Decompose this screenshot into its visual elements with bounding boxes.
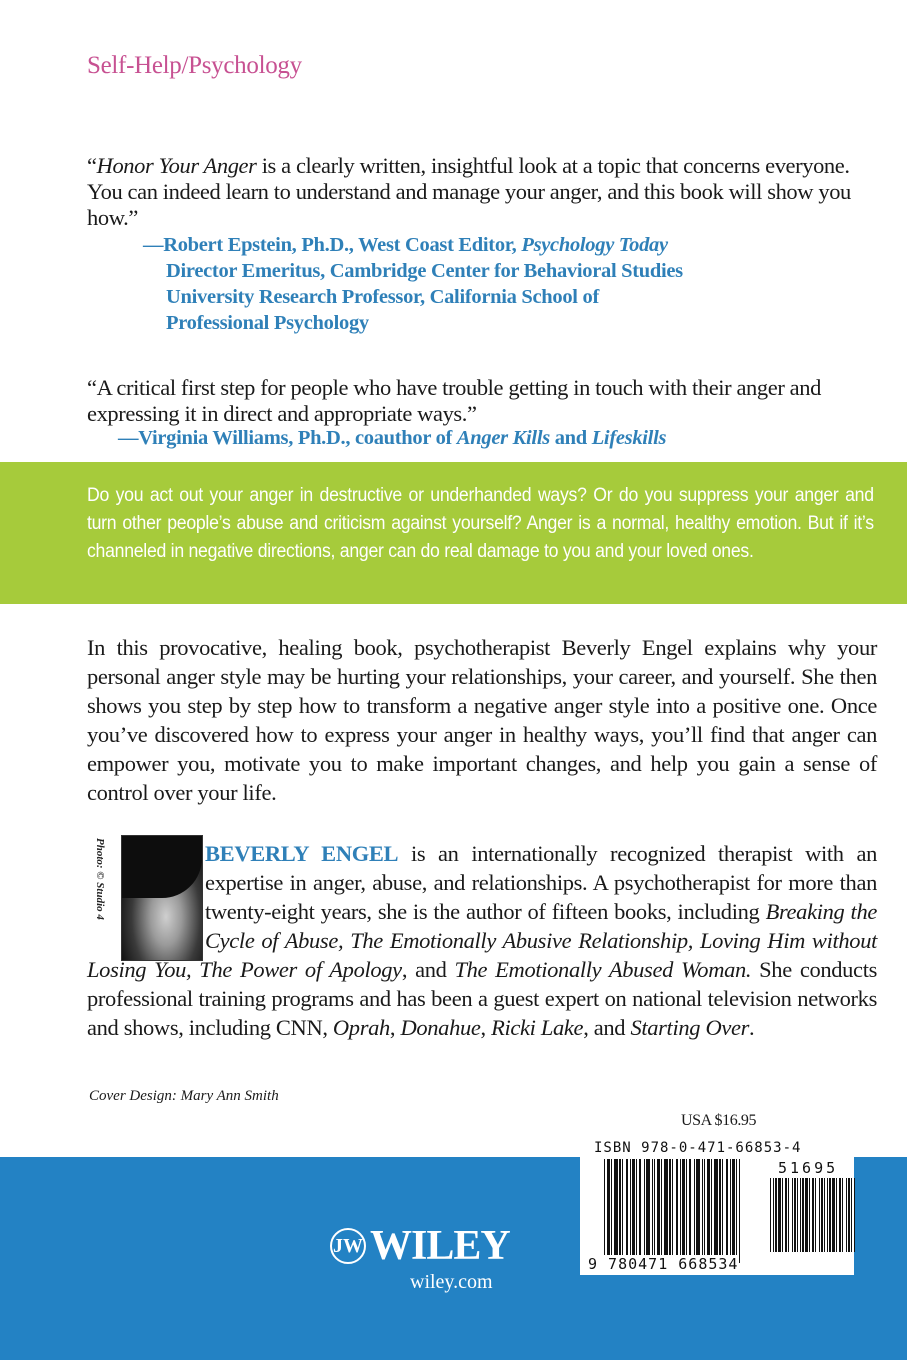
barcode-bar xyxy=(839,1178,841,1252)
barcode-bar xyxy=(604,1159,605,1263)
photo-credit: Photo: © Studio 4 xyxy=(94,838,106,920)
endorsement-attribution-2 xyxy=(118,425,878,451)
show-title: Oprah xyxy=(332,1015,390,1040)
barcode-bar xyxy=(636,1159,637,1263)
attribution-line-3: University Research Professor, California School of xyxy=(166,286,599,308)
barcode-bar xyxy=(630,1159,631,1263)
barcode-bar xyxy=(654,1159,655,1263)
price-code: 51695 xyxy=(778,1159,839,1177)
barcode-bar xyxy=(657,1159,660,1263)
barcode-bar xyxy=(661,1159,662,1263)
barcode-bar xyxy=(680,1159,681,1263)
barcode-bar xyxy=(829,1178,831,1252)
barcode-bar xyxy=(711,1159,712,1263)
endorsement-quote-1 xyxy=(87,153,877,231)
attribution-name: —Virginia Williams, Ph.D., coauthor of xyxy=(118,427,457,449)
attribution-line-4: Professional Psychology xyxy=(166,312,369,334)
period: . xyxy=(749,1015,755,1040)
barcode-bar xyxy=(644,1159,645,1263)
quote-text: is a clearly written, insightful look at a topic that concerns everyone. You can indeed learn to understand and manage your anger, and this book will show you how. xyxy=(87,153,851,230)
barcode-bar xyxy=(722,1159,723,1263)
barcode-bar xyxy=(802,1178,804,1252)
barcode-bar xyxy=(848,1178,850,1252)
barcode-bar xyxy=(812,1178,814,1252)
show-title: Starting Over xyxy=(630,1015,750,1040)
book-title: Honor Your Anger xyxy=(96,153,257,178)
barcode-bar xyxy=(726,1159,728,1263)
wiley-logo xyxy=(330,1223,510,1269)
barcode-bar xyxy=(686,1159,687,1263)
barcode-bar xyxy=(824,1178,825,1252)
photo-spacer xyxy=(87,839,205,955)
barcode-bar xyxy=(788,1178,789,1252)
barcode-bar xyxy=(739,1159,740,1263)
barcode-bar xyxy=(809,1178,810,1252)
barcode-bar xyxy=(770,1178,771,1252)
barcode-bar xyxy=(704,1159,705,1263)
barcode-bar xyxy=(854,1178,855,1252)
barcode-bar xyxy=(778,1178,781,1252)
book-title: The Emotionally Abused Woman. xyxy=(454,957,752,982)
barcode-bar xyxy=(819,1178,820,1252)
barcode-bar xyxy=(792,1178,793,1252)
barcode-bar xyxy=(614,1159,618,1263)
barcode-bar xyxy=(842,1178,843,1252)
price-label: USA $16.95 xyxy=(681,1112,757,1129)
barcode-bar xyxy=(714,1159,718,1263)
book-titles: Breaking the Cycle of Abuse, The Emotionally Abusive Relationship, Loving Him without Losing You, The Power of Apology xyxy=(87,899,877,982)
barcode-bar xyxy=(775,1178,777,1252)
endorsement-quote-2: “A critical first step for people who have trouble getting in touch with their anger and expressing it in direct and appropriate ways.” xyxy=(87,375,821,426)
author-name: BEVERLY ENGEL xyxy=(205,841,399,866)
barcode-bar xyxy=(672,1159,673,1263)
ean-barcode xyxy=(604,1159,740,1263)
price-barcode xyxy=(770,1178,856,1252)
endorsement-attribution-1 xyxy=(143,232,863,336)
isbn-text: ISBN 978-0-471-66853-4 xyxy=(594,1140,802,1156)
highlight-text: Do you act out your anger in destructive or underhanded ways? Or do you suppress your anger and turn other people’s abuse and criticism against yourself? Anger is a normal, healthy emotion. But if it’s channeled in negative directions, anger can do real damage to you and your loved ones. xyxy=(87,485,874,562)
attribution-name: —Robert Epstein, Ph.D., West Coast Editor, xyxy=(143,234,522,256)
barcode-bar xyxy=(676,1159,678,1263)
barcode-bar xyxy=(815,1178,816,1252)
barcode-bar xyxy=(730,1159,731,1263)
barcode-bar xyxy=(782,1178,783,1252)
publisher-url: wiley.com xyxy=(410,1271,493,1293)
bio-text: , and xyxy=(401,957,455,982)
barcode-bar xyxy=(851,1178,852,1252)
category-label: Self-Help/Psychology xyxy=(87,52,302,79)
barcode-bar xyxy=(719,1159,721,1263)
barcode-bar xyxy=(821,1178,823,1252)
barcode-bar xyxy=(622,1159,623,1263)
barcode-bar xyxy=(832,1178,835,1252)
barcode-bar xyxy=(632,1159,635,1263)
barcode-bar xyxy=(611,1159,612,1263)
barcode-bar xyxy=(836,1178,837,1252)
barcode-bar xyxy=(702,1159,703,1263)
barcode-bar xyxy=(696,1159,700,1263)
barcode-bar xyxy=(669,1159,671,1263)
barcode-bar xyxy=(646,1159,650,1263)
separator: , xyxy=(480,1015,492,1040)
show-title: Ricki Lake xyxy=(491,1015,584,1040)
attribution-line-2: Director Emeritus, Cambridge Center for Behavioral Studies xyxy=(166,260,683,282)
barcode-bar xyxy=(626,1159,628,1263)
barcode-bar xyxy=(732,1159,735,1263)
barcode-bar xyxy=(797,1178,798,1252)
bio-text: is an internationally recognized therapist with an expertise in anger, abuse, and relationships. A psychotherapist for more than twenty-eight years, she is the author of fifteen books, including xyxy=(205,841,877,924)
barcode-bar xyxy=(664,1159,668,1263)
conjunction: and xyxy=(549,427,592,449)
separator: , xyxy=(389,1015,401,1040)
ean-digits: 9 780471 668534 xyxy=(588,1255,739,1273)
barcode-bar xyxy=(607,1159,610,1263)
book-title: Anger Kills xyxy=(456,427,550,449)
barcode-bar xyxy=(619,1159,621,1263)
barcode-bar xyxy=(736,1159,737,1263)
open-quote: “ xyxy=(87,153,97,178)
publication-title: Psychology Today xyxy=(521,234,668,256)
barcode-bar xyxy=(639,1159,641,1263)
barcode-bar xyxy=(794,1178,796,1252)
author-bio xyxy=(87,839,877,1042)
barcode-bar xyxy=(827,1178,828,1252)
barcode-bar xyxy=(773,1178,774,1252)
close-quote: ” xyxy=(128,205,138,230)
cover-design-credit: Cover Design: Mary Ann Smith xyxy=(89,1088,279,1104)
barcode-bar xyxy=(682,1159,685,1263)
book-description: In this provocative, healing book, psychotherapist Beverly Engel explains why your personal anger style may be hurting your relationships, your career, and yourself. She then shows you step by step how to transform a negative anger style into a positive one. Once you’ve discovered how to express your anger in healthy ways, you’ll find that anger can empower you, motivate you to make important changes, and help you gain a sense of control over your life. xyxy=(87,635,877,805)
barcode-bar xyxy=(694,1159,695,1263)
bio-text: She conducts professional training programs and has been a guest expert on national television networks and shows, including CNN, xyxy=(87,957,877,1040)
separator: , and xyxy=(583,1015,631,1040)
highlight-box xyxy=(0,462,907,604)
barcode-bar xyxy=(689,1159,691,1263)
book-title: Lifeskills xyxy=(591,427,667,449)
show-title: Donahue xyxy=(400,1015,481,1040)
wiley-emblem-icon: JW xyxy=(330,1228,366,1264)
barcode-bar xyxy=(805,1178,808,1252)
barcode-bar xyxy=(785,1178,787,1252)
barcode-bar xyxy=(652,1159,653,1263)
barcode-bar xyxy=(846,1178,847,1252)
barcode-bar xyxy=(800,1178,801,1252)
barcode-bar xyxy=(707,1159,710,1263)
publisher-name: WILEY xyxy=(370,1223,510,1269)
